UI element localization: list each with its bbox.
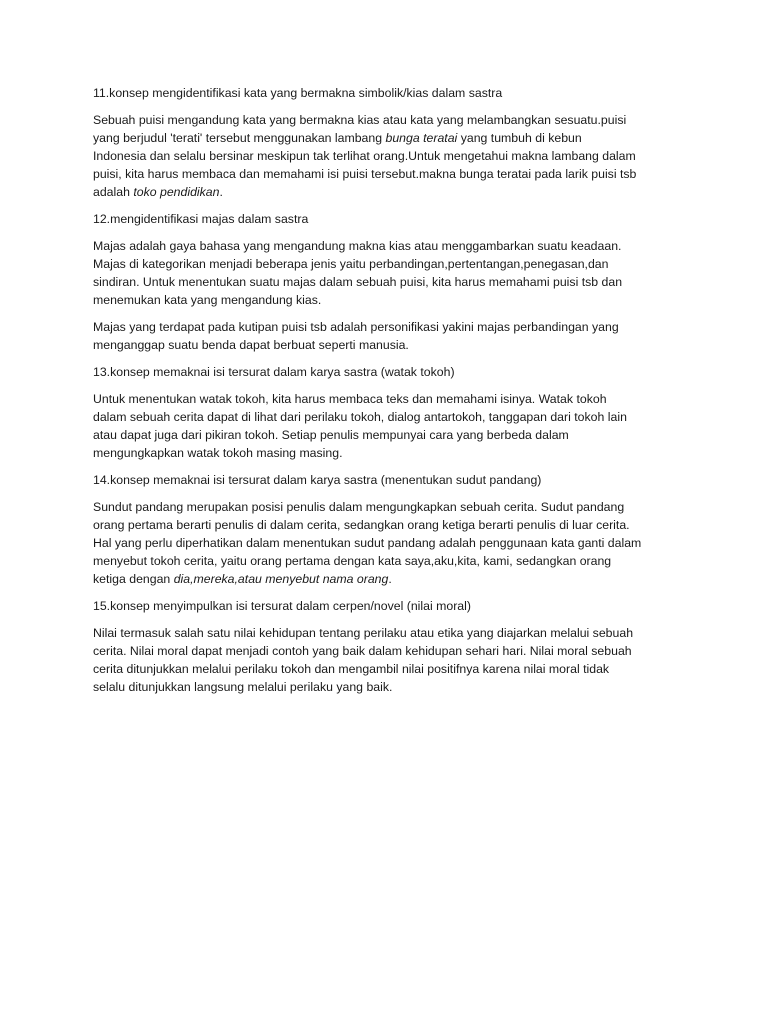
section-heading: 15.konsep menyimpulkan isi tersurat dalam cerpen/novel (nilai moral) (93, 599, 471, 613)
text-line (93, 552, 678, 570)
text-run: Hal yang perlu diperhatikan dalam menentukan sudut pandang adalah penggunaan kata ganti dalam (93, 536, 642, 550)
text-line (93, 147, 678, 165)
text-run: menemukan kata yang mengandung kias. (93, 293, 322, 307)
text-line (93, 318, 678, 336)
text-run: selalu ditunjukkan langsung melalui perilaku yang baik. (93, 680, 393, 694)
text-line (93, 129, 678, 147)
text-run: . (388, 572, 392, 586)
text-line (93, 660, 678, 678)
text-run: atau dapat juga dari pikiran tokoh. Setiap penulis mempunyai cara yang berbeda dalam (93, 428, 569, 442)
text-run: yang berjudul 'terati' tersebut menggunakan lambang (93, 131, 386, 145)
text-run: Indonesia dan selalu bersinar meskipun tak terlihat orang.Untuk mengetahui makna lambang dalam (93, 149, 636, 163)
text-line (93, 624, 678, 642)
text-line (93, 255, 678, 273)
text-run: menganggap suatu benda dapat berbuat seperti manusia. (93, 338, 409, 352)
text-line (93, 390, 678, 408)
text-run: cerita. Nilai moral dapat menjadi contoh yang baik dalam kehidupan sehari hari. Nilai moral sebuah (93, 644, 632, 658)
section-heading: 13.konsep memaknai isi tersurat dalam karya sastra (watak tokoh) (93, 365, 455, 379)
text-line (93, 111, 678, 129)
text-run: adalah (93, 185, 134, 199)
text-run: yang tumbuh di kebun (457, 131, 582, 145)
text-run: orang pertama berarti penulis di dalam cerita, sedangkan orang ketiga berarti penulis di luar cerita. (93, 518, 630, 532)
section-15 (93, 597, 678, 696)
text-run: Nilai termasuk salah satu nilai kehidupan tentang perilaku atau etika yang diajarkan melalui sebuah (93, 626, 634, 640)
paragraph (93, 390, 678, 462)
text-line (93, 498, 678, 516)
paragraph (93, 237, 678, 309)
text-run: Untuk menentukan watak tokoh, kita harus membaca teks dan memahami isinya. Watak tokoh (93, 392, 607, 406)
text-line (93, 291, 678, 309)
paragraph (93, 318, 678, 354)
italic-text: dia,mereka,atau menyebut nama orang (173, 572, 389, 586)
text-line (93, 642, 678, 660)
text-line (93, 408, 678, 426)
text-run: sindiran. Untuk menentukan suatu majas dalam sebuah puisi, kita harus memahami puisi tsb dan (93, 275, 623, 289)
text-line (93, 444, 678, 462)
text-run: Sebuah puisi mengandung kata yang bermakna kias atau kata yang melambangkan sesuatu.puisi (93, 113, 627, 127)
section-12 (93, 210, 678, 354)
section-heading: 11.konsep mengidentifikasi kata yang bermakna simbolik/kias dalam sastra (93, 86, 503, 100)
text-run: cerita ditunjukkan melalui perilaku tokoh dan mengambil nilai positifnya karena nilai moral tidak (93, 662, 610, 676)
section-13 (93, 363, 678, 462)
text-run: Majas adalah gaya bahasa yang mengandung makna kias atau menggambarkan suatu keadaan. (93, 239, 622, 253)
section-heading: 14.konsep memaknai isi tersurat dalam karya sastra (menentukan sudut pandang) (93, 473, 542, 487)
text-run: ketiga dengan (93, 572, 174, 586)
section-heading: 12.mengidentifikasi majas dalam sastra (93, 212, 309, 226)
italic-text: toko pendidikan (133, 185, 220, 199)
text-line (93, 165, 678, 183)
text-line (93, 534, 678, 552)
text-run: . (219, 185, 223, 199)
text-line (93, 336, 678, 354)
paragraph (93, 111, 678, 201)
section-14 (93, 471, 678, 588)
text-line (93, 516, 678, 534)
paragraph (93, 498, 678, 588)
italic-text: bunga teratai (385, 131, 458, 145)
text-line (93, 678, 678, 696)
text-run: Sundut pandang merupakan posisi penulis dalam mengungkapkan sebuah cerita. Sudut pandang (93, 500, 625, 514)
text-line (93, 426, 678, 444)
text-run: Majas di kategorikan menjadi beberapa jenis yaitu perbandingan,pertentangan,penegasan,dan (93, 257, 609, 271)
text-line (93, 237, 678, 255)
text-run: puisi, kita harus membaca dan memahami isi puisi tersebut.makna bunga teratai pada larik puisi tsb (93, 167, 637, 181)
document-body (93, 84, 678, 705)
text-run: mengungkapkan watak tokoh masing masing. (93, 446, 343, 460)
text-run: Majas yang terdapat pada kutipan puisi tsb adalah personifikasi yakini majas perbandingan yang (93, 320, 619, 334)
text-run: dalam sebuah cerita dapat di lihat dari perilaku tokoh, dialog antartokoh, tanggapan dari tokoh lain (93, 410, 627, 424)
paragraph (93, 624, 678, 696)
section-11 (93, 84, 678, 201)
text-run: menyebut tokoh cerita, yaitu orang pertama dengan kata saya,aku,kita, kami, sedangkan orang (93, 554, 612, 568)
text-line (93, 273, 678, 291)
text-line (93, 570, 678, 588)
text-line (93, 183, 678, 201)
